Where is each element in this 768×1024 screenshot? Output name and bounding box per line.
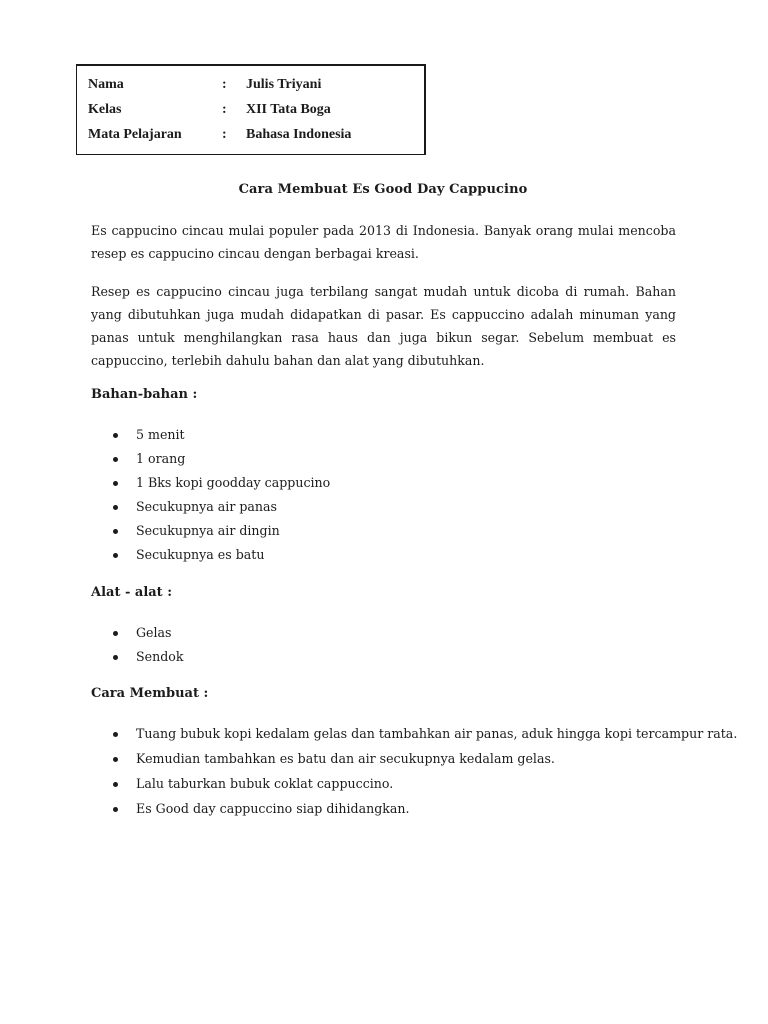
list-item: Tuang bubuk kopi kedalam gelas dan tambahkan air panas, aduk hingga kopi tercampur rata. [0,722,676,746]
list-item: Secukupnya air dingin [0,519,330,543]
list-item: Kemudian tambahkan es batu dan air secukupnya kedalam gelas. [0,747,676,771]
identity-value: Julis Triyani [246,77,322,92]
list-item: Lalu taburkan bubuk coklat cappuccino. [0,772,676,796]
identity-colon: : [222,127,227,142]
cara-list [0,722,738,822]
list-item: 1 orang [0,447,330,471]
alat-heading: Alat - alat : [91,585,173,600]
document-title: Cara Membuat Es Good Day Cappucino [238,182,528,197]
identity-colon: : [222,102,227,117]
description-paragraph: Resep es cappucino cincau juga terbilang sangat mudah untuk dicoba di rumah. Bahan yang dibutuhkan juga mudah didapatkan di pasar. Es cappuccino adalah minuman yang panas untuk menghilangkan rasa haus dan juga bikun segar. Sebelum membuat es cappuccino, terlebih dahulu bahan dan alat yang dibutuhkan. [91,284,676,368]
identity-box [76,64,426,155]
list-item: Secukupnya air panas [0,495,330,519]
identity-label: Nama [88,77,124,92]
identity-value: Bahasa Indonesia [246,127,352,142]
list-item: Gelas [0,621,183,645]
bahan-list [0,423,330,567]
alat-list [0,621,183,669]
identity-label: Kelas [88,102,122,117]
list-item: Sendok [0,645,183,669]
list-item: 5 menit [0,423,330,447]
identity-value: XII Tata Boga [246,102,331,117]
list-item: Secukupnya es batu [0,543,330,567]
intro-paragraph: Es cappucino cincau mulai populer pada 2013 di Indonesia. Banyak orang mulai mencoba resep es cappucino cincau dengan berbagai kreasi. [91,223,676,261]
list-item: 1 Bks kopi goodday cappucino [0,471,330,495]
bahan-heading: Bahan-bahan : [91,387,198,402]
identity-label: Mata Pelajaran [88,127,182,142]
cara-heading: Cara Membuat : [91,686,209,701]
list-item: Es Good day cappuccino siap dihidangkan. [0,797,676,821]
identity-colon: : [222,77,227,92]
